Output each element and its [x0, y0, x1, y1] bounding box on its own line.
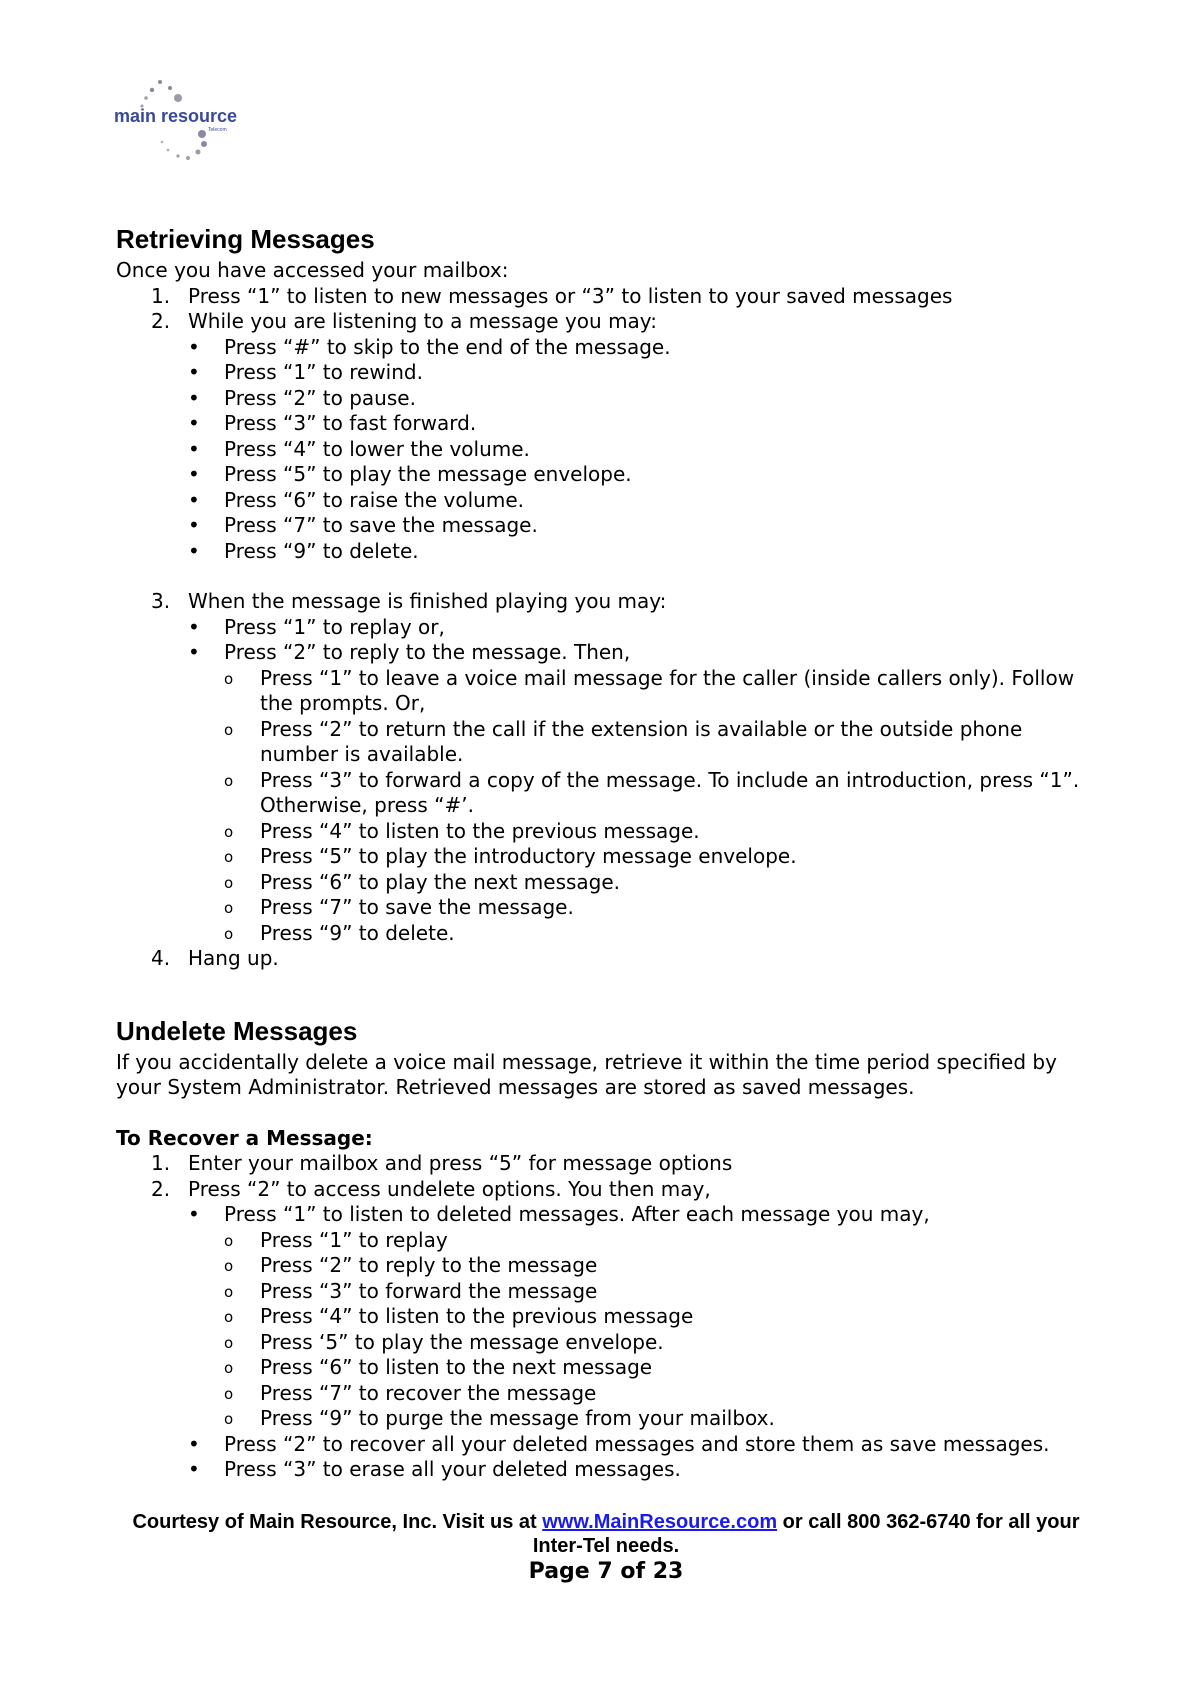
bullet-text: Press “2” to reply to the message. Then, [224, 640, 631, 664]
bullet-item: • Press “3” to erase all your deleted messages. [188, 1457, 1096, 1483]
sub-bullet-item: o Press “6” to listen to the next message [188, 1355, 1096, 1381]
sub-bullet-item: o Press “3” to forward the message [188, 1279, 1096, 1305]
bullet-item: • Press “2” to pause. [188, 386, 1096, 412]
step-number: 2. [151, 1176, 171, 1201]
bullet-item: • Press “9” to delete. [188, 539, 1096, 565]
section-intro: Once you have accessed your mailbox: [116, 258, 509, 282]
sub-bullet-item: o Press “5” to play the introductory message envelope. [188, 844, 1096, 870]
sub-bullet-list [188, 1228, 1096, 1432]
logo-graphic [112, 78, 252, 178]
bullet-item: • Press “1” to rewind. [188, 360, 1096, 386]
step-text: Press “1” to listen to new messages or “3” to listen to your saved messages [188, 283, 953, 308]
step-item [116, 1151, 1096, 1177]
sub-bullet-item: o Press “1” to leave a voice mail message for the caller (inside callers only). Follow the prompts. Or, [188, 666, 1096, 717]
company-logo [112, 78, 252, 178]
step-item [116, 946, 1096, 972]
sub-bullet-item: o Press “6” to play the next message. [188, 870, 1096, 896]
step-text: Enter your mailbox and press “5” for message options [188, 1151, 733, 1175]
sub-bullet-list [188, 666, 1096, 947]
bullet-list [188, 1202, 1096, 1483]
retrieving-steps-list [116, 284, 1096, 972]
document-body [116, 222, 1096, 1483]
sub-bullet-item: o Press “7” to save the message. [188, 895, 1096, 921]
website-link[interactable]: www.MainResource.com [542, 1511, 778, 1533]
step-number: 3. [151, 589, 171, 613]
bullet-item: • Press “7” to save the message. [188, 513, 1096, 539]
step-item [116, 309, 1096, 589]
sub-bullet-item: o Press “1” to replay [188, 1228, 1096, 1254]
bullet-item: • Press “5” to play the message envelope. [188, 462, 1096, 488]
step-item [116, 284, 1096, 310]
sub-bullet-item: o Press “7” to recover the message [188, 1381, 1096, 1407]
step-text: When the message is finished playing you may: [188, 589, 667, 613]
logo-text: main resource [114, 106, 238, 126]
bullet-item: • Press “6” to raise the volume. [188, 488, 1096, 514]
logo-subtext: Telecom [208, 127, 227, 133]
sub-bullet-item: o Press “9” to purge the message from your mailbox. [188, 1406, 1096, 1432]
bullet-item: • Press “2” to recover all your deleted messages and store them as save messages. [188, 1432, 1096, 1458]
sub-bullet-item: o Press “9” to delete. [188, 921, 1096, 947]
bullet-item [188, 1202, 1096, 1432]
footer-courtesy-text: Courtesy of Main Resource, Inc. Visit us at [132, 1511, 537, 1533]
bullet-item [188, 640, 1096, 946]
sub-bullet-item: o Press ‘5” to play the message envelope. [188, 1330, 1096, 1356]
step-item [116, 589, 1096, 946]
bullet-item: • Press “1” to replay or, [188, 615, 1096, 641]
section-heading-retrieving: Retrieving Messages [116, 224, 375, 254]
step-number: 1. [151, 1151, 171, 1175]
sub-bullet-item: o Press “3” to forward a copy of the message. To include an introduction, press “1”. Otherwise, press “#’. [188, 768, 1096, 819]
footer-courtesy [116, 1510, 1096, 1558]
step-text: Hang up. [188, 946, 279, 970]
step-text: Press “2” to access undelete options. You then may, [188, 1176, 711, 1201]
step-number: 1. [151, 283, 171, 308]
page-number: Page 7 of 23 [528, 1559, 684, 1584]
bullet-item: • Press “3” to fast forward. [188, 411, 1096, 437]
sub-bullet-item: o Press “2” to return the call if the extension is available or the outside phone number is available. [188, 717, 1096, 768]
page-footer [116, 1510, 1096, 1584]
step-item [116, 1177, 1096, 1483]
section-heading-undelete: Undelete Messages [116, 1015, 358, 1046]
sub-bullet-item: o Press “2” to reply to the message [188, 1253, 1096, 1279]
recover-steps-list [116, 1151, 1096, 1483]
footer-call-text: or call 800 362-6740 for all your Inter-Tel needs. [532, 1511, 1080, 1557]
bullet-item: • Press “4” to lower the volume. [188, 437, 1096, 463]
subheading-recover: To Recover a Message: [116, 1125, 373, 1150]
bullet-list [188, 335, 1096, 565]
sub-bullet-item: o Press “4” to listen to the previous message. [188, 819, 1096, 845]
section-intro: If you accidentally delete a voice mail message, retrieve it within the time period specified by your System Administrator. Retrieved messages are stored as saved messages. [116, 1049, 1057, 1099]
bullet-text: Press “1” to listen to deleted messages. After each message you may, [224, 1202, 930, 1226]
bullet-list [188, 615, 1096, 947]
step-number: 2. [151, 309, 171, 333]
bullet-item: • Press “#” to skip to the end of the message. [188, 335, 1096, 361]
step-number: 4. [151, 946, 171, 970]
sub-bullet-item: o Press “4” to listen to the previous message [188, 1304, 1096, 1330]
step-text: While you are listening to a message you may: [188, 309, 657, 333]
